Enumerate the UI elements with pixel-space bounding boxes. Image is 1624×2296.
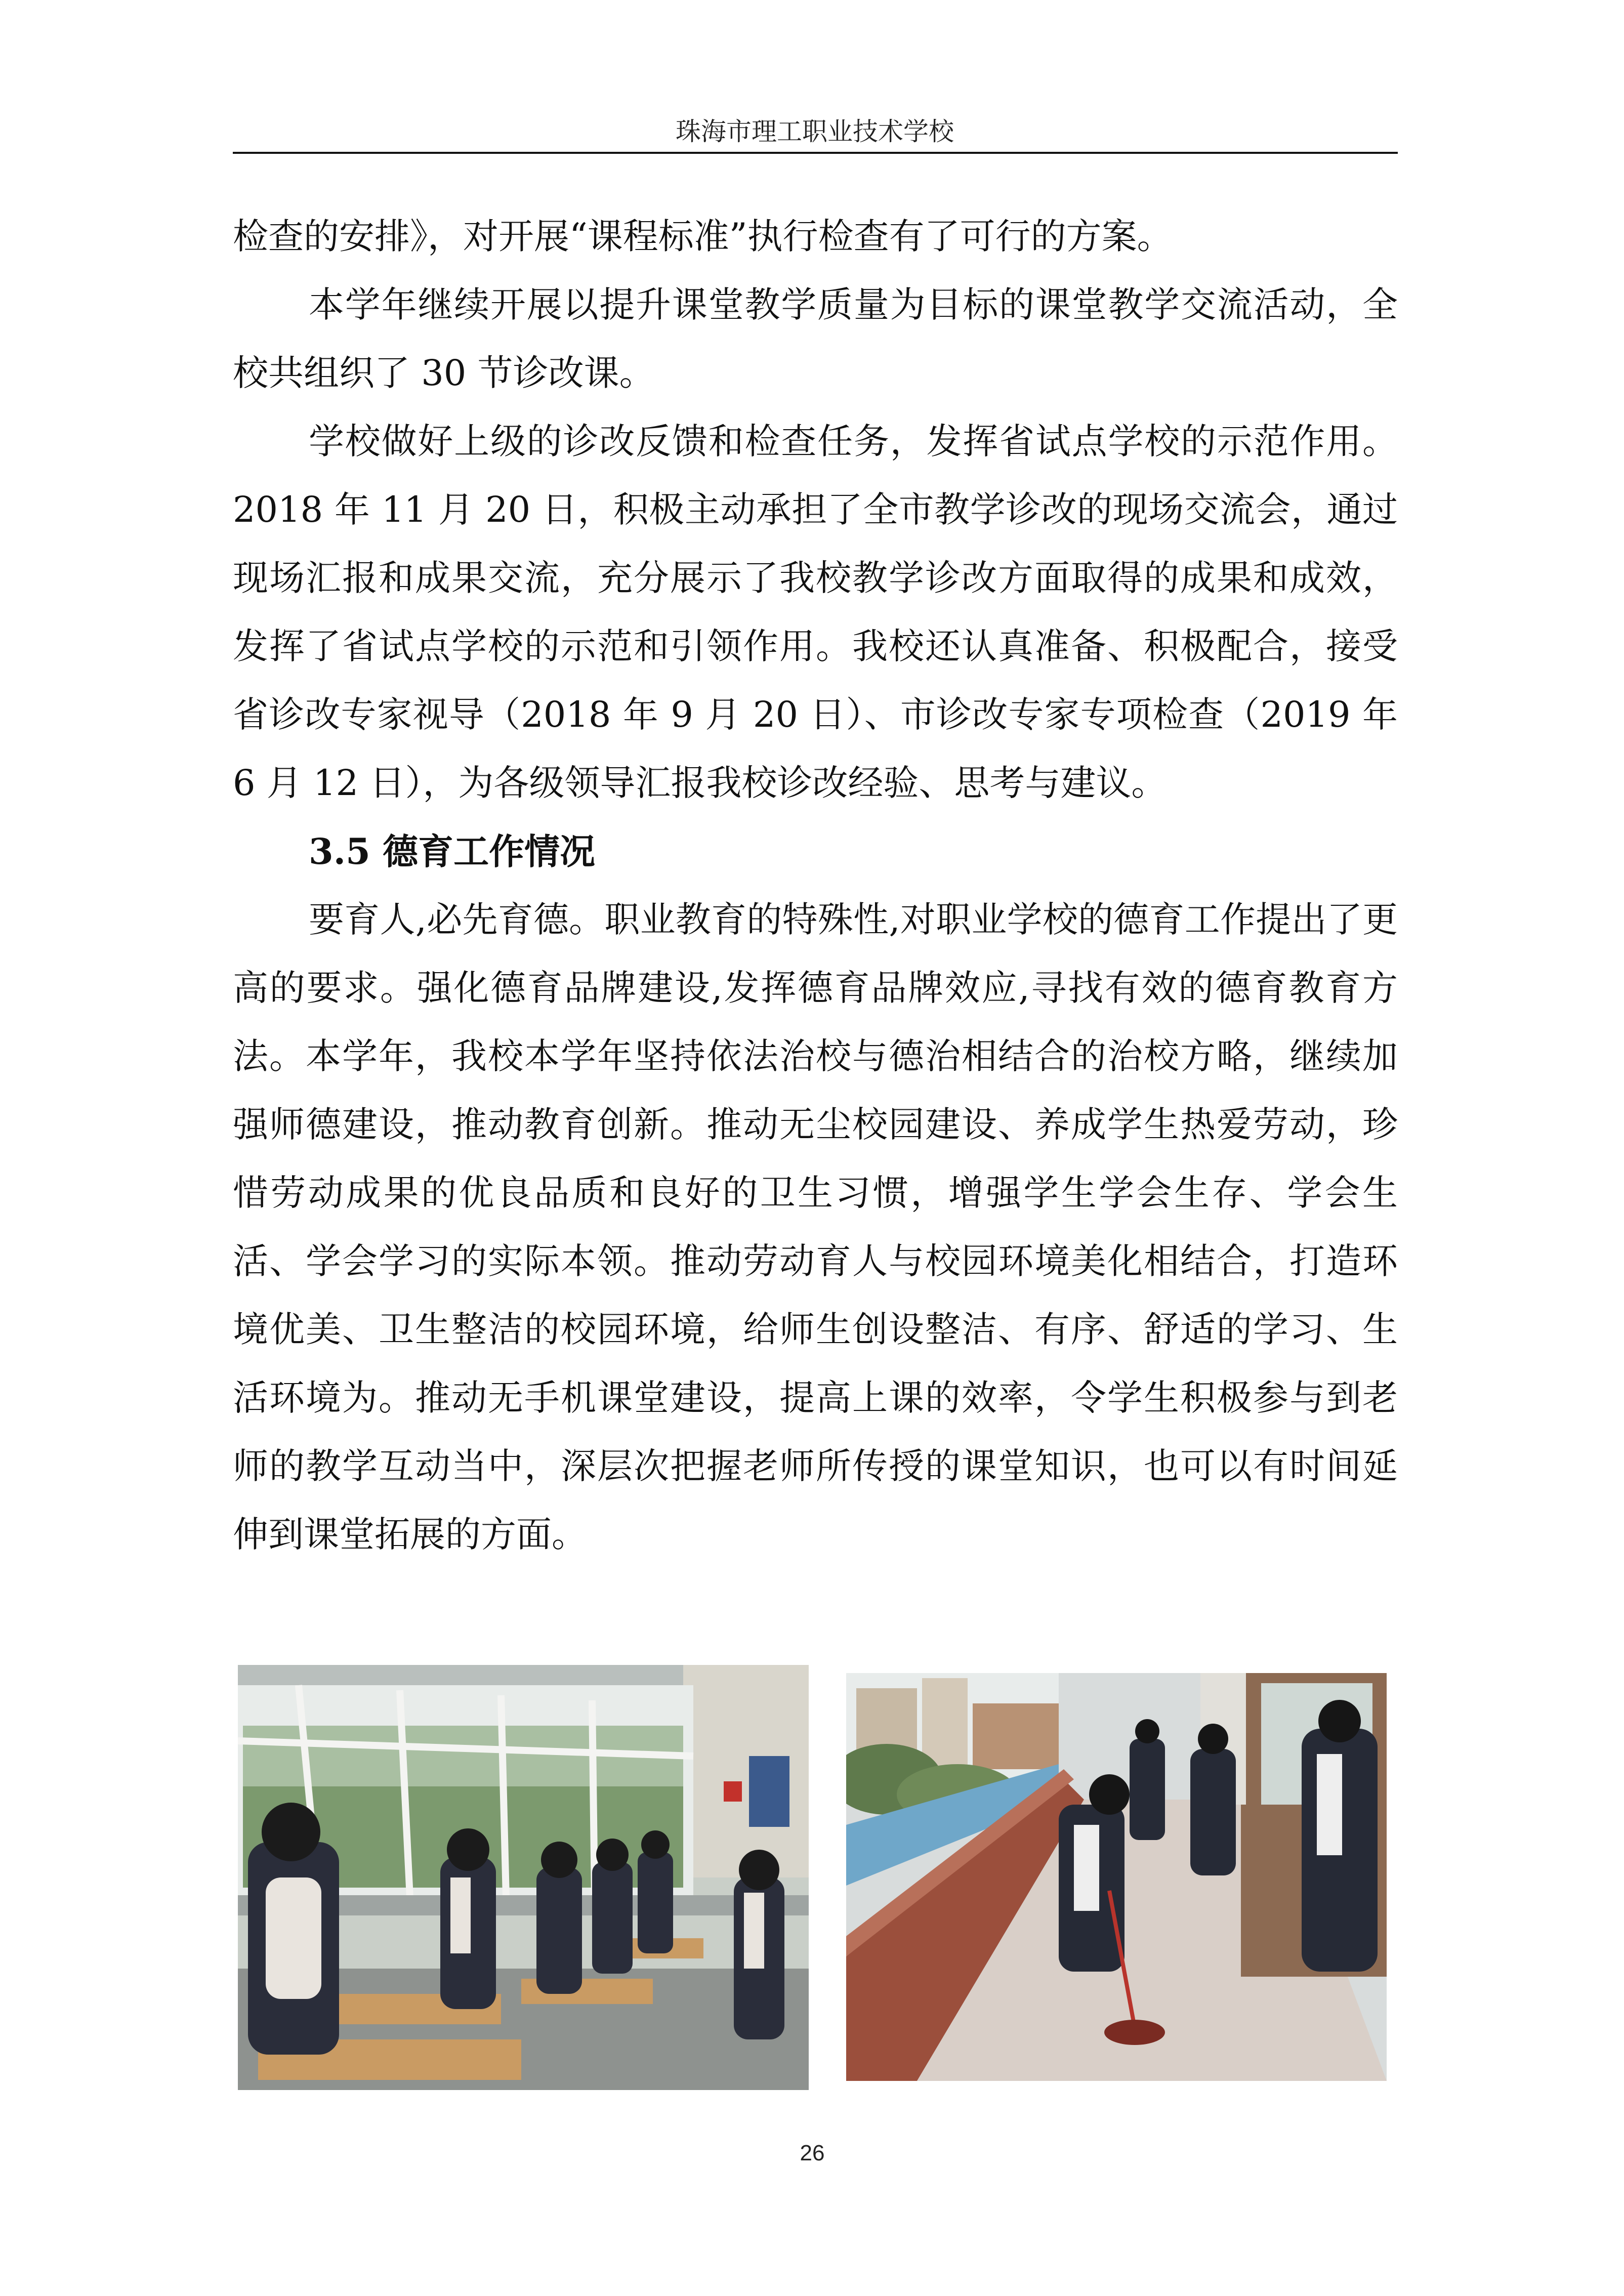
paragraph-teaching-exchange: 本学年继续开展以提升课堂教学质量为目标的课堂教学交流活动，全校共组织了 30 节诊改课。 — [233, 284, 1398, 394]
paragraph-continuation: 检查的安排》，对开展“课程标准”执行检查有了可行的方案。 — [233, 216, 1173, 257]
photo-classroom-window-cleaning — [238, 1665, 809, 2090]
corridor-photo-illustration — [846, 1673, 1387, 2081]
paragraph-diagnosis-review: 学校做好上级的诊改反馈和检查任务，发挥省试点学校的示范作用。2018 年 11 月 20 日，积极主动承担了全市教学诊改的现场交流会，通过现场汇报和成果交流，充分展示了我校教学诊改方面取得的成果和成效，发挥了省试点学校的示范和引领作用。我校还认真准备、积极配合，接受省诊改专家视导（2018 年 9 月 20 日）、市诊改专家专项检查（2019 年 6 月 12 日），为各级领导汇报我校诊改经验、思考与建议。 — [233, 421, 1398, 804]
header-rule — [233, 152, 1398, 154]
body-text — [233, 202, 1398, 1569]
section-heading: 3.5 德育工作情况 — [309, 830, 596, 872]
classroom-photo-illustration — [238, 1665, 809, 2090]
paragraph-moral-education: 要育人,必先育德。职业教育的特殊性,对职业学校的德育工作提出了更高的要求。强化德育品牌建设,发挥德育品牌效应,寻找有效的德育教育方法。本学年，我校本学年坚持依法治校与德治相结合的治校方略，继续加强师德建设，推动教育创新。推动无尘校园建设、养成学生热爱劳动，珍惜劳动成果的优良品质和良好的卫生习惯，增强学生学会生存、学会生活、学会学习的实际本领。推动劳动育人与校园环境美化相结合，打造环境优美、卫生整洁的校园环境，给师生创设整洁、有序、舒适的学习、生活环境为。推动无手机课堂建设，提高上课的效率，令学生积极参与到老师的教学互动当中，深层次把握老师所传授的课堂知识，也可以有时间延伸到课堂拓展的方面。 — [233, 899, 1398, 1555]
photo-corridor-cleaning — [846, 1673, 1387, 2081]
page-number: 26 — [800, 2141, 825, 2165]
running-header: 珠海市理工职业技术学校 — [676, 117, 954, 146]
